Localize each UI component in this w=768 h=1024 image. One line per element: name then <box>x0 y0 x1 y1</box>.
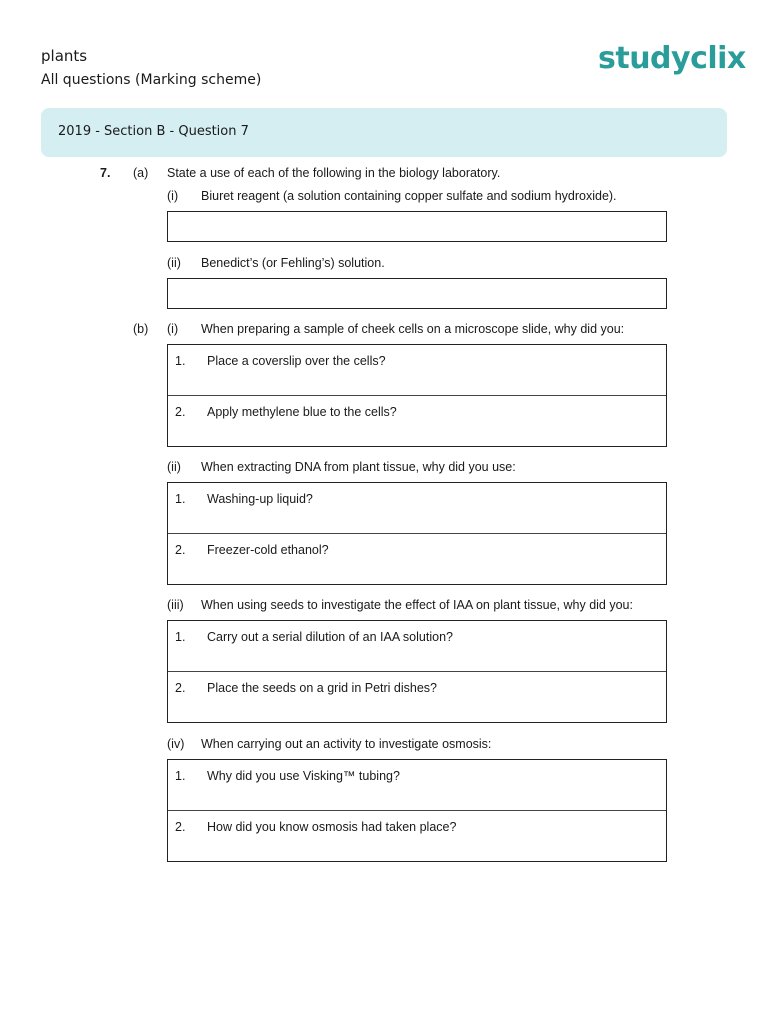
part-b-iii-text: When using seeds to investigate the effect of IAA on plant tissue, why did you: <box>201 598 633 612</box>
row-number: 2. <box>175 820 186 834</box>
row-number: 1. <box>175 492 186 506</box>
studyclix-logo[interactable]: studyclix <box>598 41 746 76</box>
row-question: Freezer-cold ethanol? <box>207 543 329 557</box>
banner-title: 2019 - Section B - Question 7 <box>58 124 249 139</box>
answer-table-b-ii <box>167 482 667 585</box>
answer-table-b-iii <box>167 620 667 723</box>
row-number: 2. <box>175 681 186 695</box>
part-a-intro: State a use of each of the following in the biology laboratory. <box>167 166 501 180</box>
part-b-i-label: (i) <box>167 322 179 336</box>
part-a-i-text: Biuret reagent (a solution containing copper sulfate and sodium hydroxide). <box>201 189 617 203</box>
answer-row[interactable] <box>168 395 666 446</box>
part-a-ii-text: Benedict’s (or Fehling’s) solution. <box>201 256 385 270</box>
row-number: 2. <box>175 405 186 419</box>
row-number: 1. <box>175 630 186 644</box>
answer-row[interactable] <box>168 810 666 861</box>
part-a-ii-label: (ii) <box>167 256 181 270</box>
part-b-i-text: When preparing a sample of cheek cells on a microscope slide, why did you: <box>201 322 625 336</box>
row-number: 1. <box>175 769 186 783</box>
part-b-iii-label: (iii) <box>167 598 184 612</box>
answer-row[interactable] <box>168 671 666 722</box>
row-question: Washing-up liquid? <box>207 492 313 506</box>
row-question: How did you know osmosis had taken place? <box>207 820 457 834</box>
answer-table-b-iv <box>167 759 667 862</box>
answer-row[interactable] <box>168 533 666 584</box>
row-question: Place the seeds on a grid in Petri dishes? <box>207 681 437 695</box>
row-question: Place a coverslip over the cells? <box>207 354 386 368</box>
part-b-label: (b) <box>133 322 149 336</box>
row-question: Why did you use Visking™ tubing? <box>207 769 400 783</box>
part-b-iv-label: (iv) <box>167 737 185 751</box>
page-subtitle: All questions (Marking scheme) <box>41 72 262 88</box>
answer-row[interactable] <box>168 621 666 671</box>
answer-table-b-i <box>167 344 667 447</box>
answer-row[interactable] <box>168 483 666 533</box>
row-question: Apply methylene blue to the cells? <box>207 405 397 419</box>
answer-box-a-i[interactable] <box>167 211 667 242</box>
question-number: 7. <box>100 166 111 180</box>
part-a-i-label: (i) <box>167 189 179 203</box>
row-number: 1. <box>175 354 186 368</box>
part-b-ii-text: When extracting DNA from plant tissue, why did you use: <box>201 460 516 474</box>
part-a-label: (a) <box>133 166 149 180</box>
row-number: 2. <box>175 543 186 557</box>
answer-row[interactable] <box>168 760 666 810</box>
part-b-ii-label: (ii) <box>167 460 181 474</box>
part-b-iv-text: When carrying out an activity to investigate osmosis: <box>201 737 492 751</box>
question-banner <box>41 108 727 157</box>
subject-title: plants <box>41 47 88 65</box>
row-question: Carry out a serial dilution of an IAA solution? <box>207 630 453 644</box>
answer-row[interactable] <box>168 345 666 395</box>
answer-box-a-ii[interactable] <box>167 278 667 309</box>
